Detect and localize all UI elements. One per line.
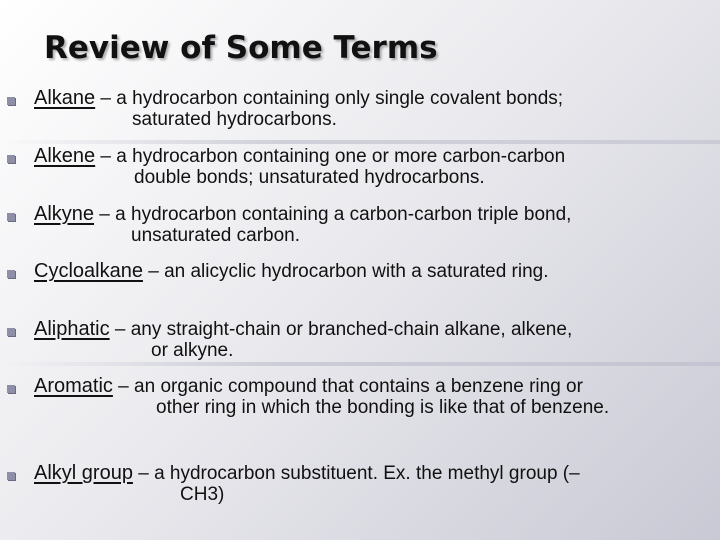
square-bullet-icon bbox=[7, 328, 15, 336]
square-bullet-icon bbox=[7, 270, 15, 278]
term-definition: any straight-chain or branched-chain alkane, alkene, bbox=[130, 319, 573, 340]
term-line bbox=[34, 375, 583, 398]
term-line bbox=[34, 260, 549, 283]
square-bullet-icon bbox=[7, 385, 15, 393]
term-line bbox=[34, 203, 571, 226]
decorative-stripe bbox=[0, 362, 720, 366]
term-label: Cycloalkane bbox=[34, 260, 143, 282]
term-separator: – bbox=[142, 261, 165, 282]
term-separator: – bbox=[109, 319, 131, 340]
term-label: Aromatic bbox=[34, 375, 113, 397]
slide-title: Review of Some Terms bbox=[44, 30, 438, 66]
term-definition-continued: CH3) bbox=[180, 484, 225, 505]
square-bullet-icon bbox=[7, 472, 15, 480]
term-line bbox=[34, 87, 563, 110]
term-label: Alkyl group bbox=[34, 462, 133, 484]
term-definition-continued: unsaturated carbon. bbox=[131, 225, 301, 246]
square-bullet-icon bbox=[7, 97, 15, 105]
term-separator: – bbox=[112, 376, 135, 397]
square-bullet-icon bbox=[7, 213, 15, 221]
decorative-stripe bbox=[0, 140, 720, 144]
term-definition: an organic compound that contains a benzene ring or bbox=[134, 376, 583, 397]
term-definition-continued: double bonds; unsaturated hydrocarbons. bbox=[134, 167, 485, 188]
term-separator: – bbox=[95, 88, 117, 109]
term-definition-continued: saturated hydrocarbons. bbox=[132, 109, 337, 130]
square-bullet-icon bbox=[7, 155, 15, 163]
term-label: Alkyne bbox=[34, 203, 95, 225]
term-line bbox=[34, 145, 565, 168]
term-line bbox=[34, 318, 572, 341]
term-separator: – bbox=[95, 146, 117, 167]
term-label: Alkane bbox=[34, 87, 96, 109]
term-definition: a hydrocarbon containing only single covalent bonds; bbox=[116, 88, 564, 109]
term-label: Alkene bbox=[34, 145, 96, 167]
term-definition-continued: or alkyne. bbox=[151, 340, 234, 361]
term-definition: a hydrocarbon containing a carbon-carbon triple bond, bbox=[115, 204, 572, 225]
term-line bbox=[34, 462, 580, 485]
term-separator: – bbox=[94, 204, 116, 225]
term-definition: an alicyclic hydrocarbon with a saturated ring. bbox=[164, 261, 549, 282]
term-definition-continued: other ring in which the bonding is like that of benzene. bbox=[156, 397, 610, 418]
term-label: Aliphatic bbox=[34, 318, 110, 340]
term-definition: a hydrocarbon containing one or more carbon-carbon bbox=[116, 146, 566, 167]
term-separator: – bbox=[132, 463, 155, 484]
term-definition: a hydrocarbon substituent. Ex. the methyl group (– bbox=[154, 463, 580, 484]
